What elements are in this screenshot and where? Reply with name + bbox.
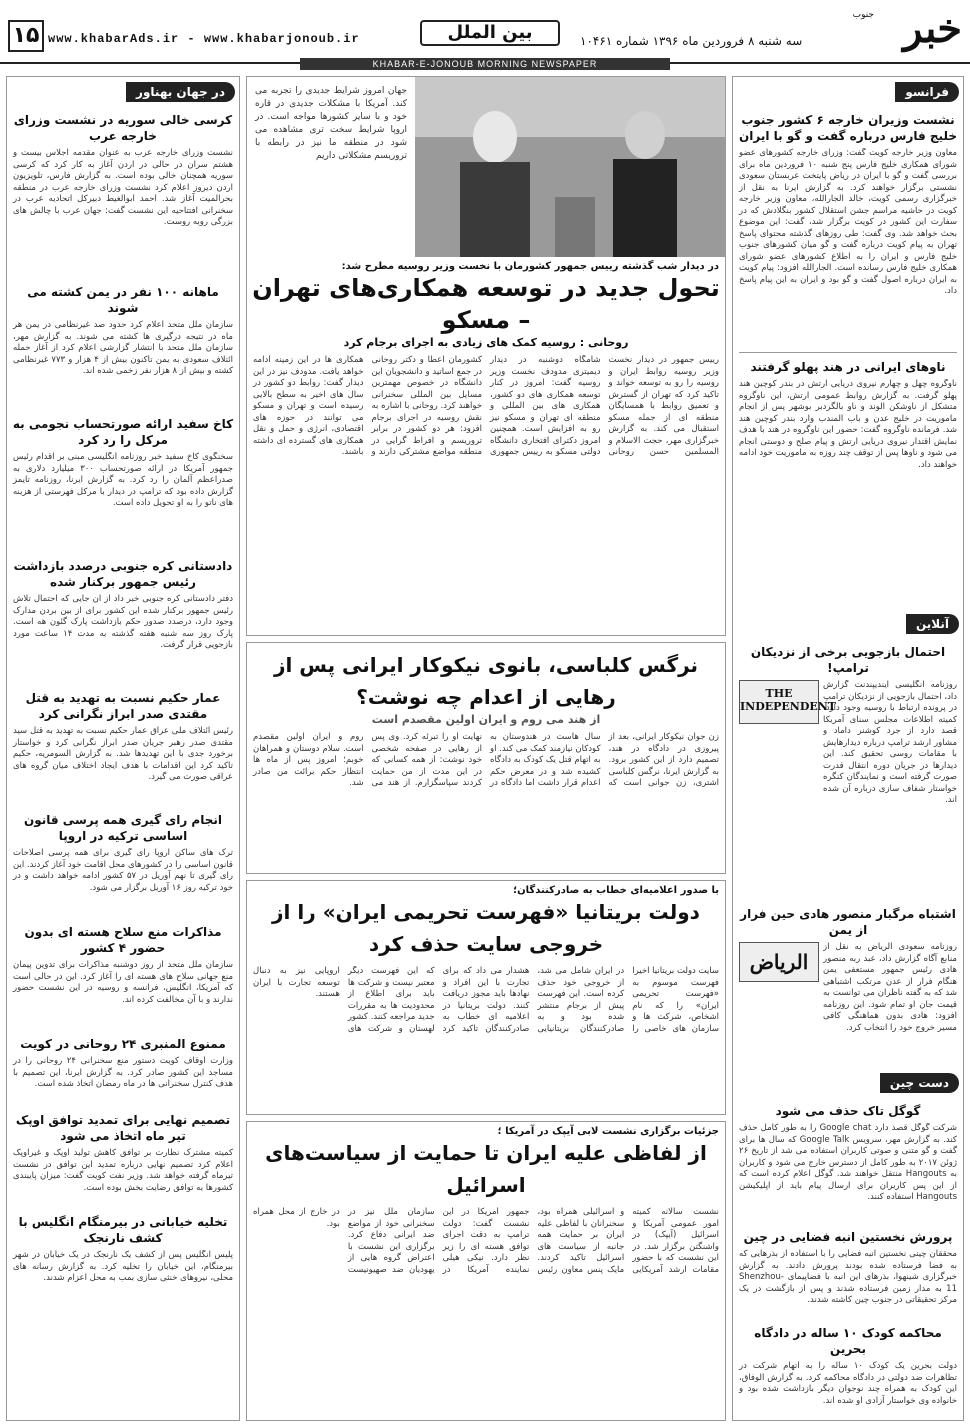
- photo-caption: جهان امروز شرایط جدیدی را تجربه می کند. آمریکا با مشکلات جدیدی در قاره خود و با سایر کشورها مواجه است. در اروپا شرایط سخت تری مشاهده می شود در منطقه ما نیز در رابطه با تروریسم مشکلاتی داریم: [255, 86, 407, 161]
- story-body: زن جوان نیکوکار ایرانی، بعد از پیروزی در دادگاه در هند، تصمیم دارد از این کشور برود. به گزارش ایرنا، نرگس کلباسی اشتری، زن جوانی است که سال هاست در هندوستان به کودکان نیازمند کمک می کند. او به اتهام قتل یک کودک به دادگاه کشیده شد و در معرض حکم اعدام قرار داشت اما دادگاه در نهایت او را تبرئه کرد. وی پس از رهایی در صفحه شخصی خود نوشت: از همه کسانی که در این مدت از من حمایت کردند سپاسگزارم. از هند می روم و ایران اولین مقصدم است. سلام دوستان و همراهان خوبم؛ امروز پس از ماه ها انتظار حکم برائت من صادر شد.: [253, 732, 719, 788]
- center-mid-story: [246, 642, 726, 874]
- story-body: شرکت گوگل قصد دارد Google chat را به طور کامل حذف کند. به گزارش مهر، سرویس Google Talk که سال ها برای گفت و گو متنی و صوتی کاربران استفاده می شد از تاریخ ۲۶ ژوئن ۲۰۱۷ به طور کامل از دسترس خارج می شود و کاربران به Hangouts منتقل خواهند شد. گوگل اعلام کرده است که از این پس کاربران برای ارسال پیام باید از اپلیکیشن Hangouts استفاده کنند.: [739, 1123, 958, 1202]
- section-label-dastchin: دست چین: [880, 1073, 959, 1093]
- story-headline: کاخ سفید ارائه صورتحساب نجومی به مرکل را رد کرد: [12, 417, 234, 447]
- story-headline: ماهانه ۱۰۰ نفر در یمن کشته می شوند: [27, 285, 219, 315]
- story-subhead: از هند می روم و ایران اولین مقصدم است: [371, 713, 601, 726]
- story-body: سخنگوی کاخ سفید خبر روزنامه انگلیسی مبنی بر اقدام رئیس جمهور آمریکا در ارائه صورتحساب ۳۰۰ میلیارد دلاری به صدراعظم آلمان را رد کرد. به گزارش ایرنا، روزنامه تایمز گزارش داده بود که ترامپ در دیدار با مرکل فهرستی از هزینه های ناتو را به او تحویل داده است.: [13, 452, 233, 508]
- story-body: معاون وزیر خارجه کویت گفت: وزرای خارجه کشورهای عضو شورای همکاری خلیج فارس پنج شنبه ۱۰ فروردین ماه برای بررسی گفت و گو با ایران در ریاض پایتخت عربستان سعودی نشستی برگزار خواهند کرد. به گزارش ایرنا به نقل از خبرگزاری رسمی کویت، خالد الجارالله، معاون وزیر خارجه کویت در حاشیه مراسم جشن استقلال کشور بنگلادش که در سفارت این کشور در کویت برگزار شد، گفت: این موضوع بحث خواهد شد. وی گفت: طی روزهای گذشته محتوای پاسخ تهران به پیام کویت درباره گفت و گو میان کشورهای جنوب خلیج فارس و ایران را به اطلاع کشورهای عضو شورای همکاری خلیج فارس رسانده است. الجارالله افزود: پیام کویت به ایران درباره اصول گفت و گو بود و ایران به این پیام پاسخ داد.: [739, 148, 957, 296]
- section-label-faranso: فرانسو: [895, 82, 959, 102]
- story-headline: نشست وزیران خارجه ۶ کشور جنوب خلیج فارس درباره گفت و گو با ایران: [739, 113, 957, 143]
- story-headline: دادستانی کره جنوبی درصدد بازداشت رئیس جمهور برکنار شده: [13, 559, 233, 589]
- story-headline: نرگس کلباسی، بانوی نیکوکار ایرانی پس از رهایی از اعدام چه نوشت؟: [273, 653, 699, 709]
- story-body: سایت دولت بریتانیا اخیرا فهرست موسوم به «فهرست تحریمی ایران» را که نام اشخاص، شرکت ها و سازمان های خاصی را در ایران شامل می شد، از خروجی خود حذف کرده است. این فهرست پیش از برجام منتشر شده بود و به صادرکنندگان بریتانیایی هشدار می داد که برای تجارت با این افراد و نهادها باید مجوز دریافت کنند. دولت بریتانیا در اعلامیه ای خطاب به صادرکنندگان تاکید کرد که این فهرست دیگر معتبر نیست و شرکت ها باید برای اطلاع از محدودیت ها به مقررات جدید مراجعه کنند. کشور لهستان و شرکت های اروپایی نیز به دنبال توسعه تجارت با ایران هستند.: [253, 966, 719, 1034]
- center-lower-story: [246, 880, 726, 1115]
- meeting-photo: [415, 77, 725, 257]
- story-body: محققان چینی نخستین انبه فضایی را با استفاده از بذرهایی که به فضا فرستاده شده بودند پرورش دادند. به گزارش خبرگزاری شینهوا، بذرهای این انبه با فضاپیمای Shenzhou-11 به مدار زمین فرستاده شدند و پس از بازگشت در یک مرکز تحقیقاتی در جنوب چین کاشته شدند.: [739, 1249, 957, 1305]
- story-body: ناوگروه چهل و چهارم نیروی دریایی ارتش در بندر کوچین هند پهلو گرفت. به گزارش روابط عمومی ارتش، این ناوگروه متشکل از ناوشکن الوند و ناو بالگردبر بوشهر پس از انجام ماموریت در خلیج عدن و باب المندب وارد بندر کوچین هند شد. فرمانده ناوگروه گفت: حضور این ناوگروه در هند با هدف نمایش اقتدار نیروی دریایی ارتش و پیام صلح و دوستی انجام می شود و ناوها پس از توقف چند روزه به ماموریت خود ادامه خواهند داد.: [739, 379, 957, 470]
- story-headline: انجام رای گیری همه پرسی قانون اساسی ترکیه در اروپا: [23, 813, 222, 843]
- left-column: [6, 76, 240, 1421]
- story-body: کمیته مشترک نظارت بر توافق کاهش تولید اوپک و غیراوپک اعلام کرد تصمیم نهایی درباره تمدید این توافق در نشست تیرماه گرفته خواهد شد. وزیر نفت کویت گفت: میزان پایبندی کشورها به توافق رضایت بخش بوده است.: [13, 1148, 233, 1193]
- story-kicker: جزئیات برگزاری نشست لابی آیپک در آمریکا ؛: [497, 1126, 719, 1137]
- story-body: نشست سالانه کمیته امور عمومی آمریکا و اسرائیل (آیپک) در واشنگتن برگزار شد. در این نشست که با حضور مقامات ارشد آمریکایی و اسرائیلی همراه بود، سخنرانان با لفاظی علیه ایران بر حمایت همه جانبه از سیاست های اسرائیل تاکید کردند. مایک پنس معاون رئیس جمهور آمریکا در این نشست گفت: دولت ترامپ به دقت اجرای توافق هسته ای را زیر نظر دارد. نیکی هیلی نماینده آمریکا در سازمان ملل نیز در سخنرانی خود از مواضع ضد ایرانی دفاع کرد. برگزاری این نشست با اعتراض گروه هایی از یهودیان ضد صهیونیست در خارج از محل همراه بود.: [253, 1207, 719, 1275]
- story-headline: تصمیم نهایی برای تمدید توافق اوپک تیر ماه اتخاذ می شود: [15, 1113, 231, 1143]
- main-subhead: روحانی : روسیه کمک های زیادی به اجرای برجام کرد: [343, 336, 629, 349]
- story-headline: پرورش نخستین انبه فضایی در چین: [743, 1230, 953, 1244]
- story-headline: گوگل تاک حذف می شود: [775, 1104, 921, 1118]
- story-body: رئیس ائتلاف ملی عراق عمار حکیم نسبت به تهدید به قتل سید مقتدی صدر رهبر جریان صدر ابراز نگرانی کرد و خواستار برخورد جدی با این تهدیدها شد. به گزارش السومریه، حکیم تاکید کرد این اقدامات با هدف ایجاد اختلاف میان گروه های عراقی صورت می گیرد.: [13, 726, 233, 782]
- story-body: ترک های ساکن اروپا رای گیری برای همه پرسی اصلاحات قانون اساسی را در کشورهای محل اقامت خود آغاز کردند. این رای گیری تا نهم آوریل در ۵۷ کشور ادامه خواهد داشت و در خود ترکیه روز ۱۶ آوریل برگزار می شود.: [13, 848, 233, 893]
- alriyadh-logo: الریاض: [739, 942, 819, 982]
- dateline: سه شنبه ۸ فروردین ماه ۱۳۹۶ شماره ۱۰۴۶۱: [580, 34, 803, 48]
- english-strip: KHABAR-E-JONOUB MORNING NEWSPAPER: [300, 58, 670, 70]
- meeting-photo-graphic: [415, 77, 725, 257]
- center-bottom-story: [246, 1121, 726, 1421]
- newspaper-logo: خبر: [903, 5, 962, 52]
- main-story-body: رییس جمهور در دیدار نخست وزیر روسیه روابط ایران و روسیه را رو به توسعه خواند و تاکید کرد که تهران از گسترش و تعمیق روابط با همسایگان منطقه ای از جمله مسکو استقبال می کند. به گزارش خبرگزاری مهر، حجت الاسلام و المسلمین حسن روحانی شامگاه دوشنبه در دیدار دیمیتری مدودف نخست وزیر روسیه گفت: امروز در کنار توسعه همکاری های دو کشور، همکاری های بین المللی و منطقه ای تهران و مسکو نیز رو به افزایش است. همچنین امروز دکترای افتخاری دانشگاه دولتی مسکو به رییس جمهوری کشورمان اعطا و دکتر روحانی در جمع اساتید و دانشجویان این دانشگاه در خصوص مهمترین مسایل بین المللی سخنرانی خواهند کرد. روحانی با اشاره به نقش روسیه در اجرای برجام افزود: هر دو کشور در برابر تروریسم و افراط گرایی در منطقه مواضع مشترکی دارند و همکاری ها در این زمینه ادامه خواهد یافت. مدودف نیز در این دیدار گفت: روابط دو کشور در سال های اخیر به سطح بالایی رسیده است و تهران و مسکو می توانند در حوزه های اقتصادی، انرژی و حمل و نقل همکاری های گسترده ای داشته باشند.: [253, 355, 719, 457]
- center-top-story: [246, 76, 726, 636]
- story-headline: ناوهای ایرانی در هند پهلو گرفتند: [750, 360, 946, 374]
- story-body: پلیس انگلیس پس از کشف یک نارنجک در یک خیابان در شهر بیرمنگام، این خیابان را تخلیه کرد. به گزارش رسانه های محلی، نیروهای خنثی سازی بمب به محل اعزام شدند.: [13, 1250, 233, 1283]
- story-body: سازمان ملل متحد از روز دوشنبه مذاکرات برای تدوین پیمان منع جهانی سلاح های هسته ای را آغاز کرد. این در حالی است که آمریکا، انگلیس، فرانسه و روسیه در این نشست حضور ندارند و با آن مخالفت کرده اند.: [13, 960, 233, 1005]
- story-body: دفتر دادستانی کره جنوبی خبر داد از آن جایی که احتمال تلاش رئیس جمهور برکنار شده این کشور برای از بین بردن مدارک وجود دارد، درصدد صدور حکم بازداشت پارک گئون هه است. پارک روز سه شنبه هفته گذشته به مدت ۱۴ ساعت مورد بازجویی قرار گرفت.: [13, 594, 234, 650]
- story-body: سازمان ملل متحد اعلام کرد حدود صد غیرنظامی در یمن هر ماه در نتیجه درگیری ها کشته می شوند. به گزارش مهر، سازمان ملل متحد با انتشار گزارشی اعلام کرد از آغاز حمله ائتلاف سعودی به یمن تاکنون بیش از ۴ هزار و ۷۷۳ غیرنظامی کشته و بیش از ۸ هزار نفر زخمی شده اند.: [13, 320, 233, 376]
- independent-logo: THE INDEPENDENT: [739, 680, 819, 724]
- section-title: بین الملل: [420, 20, 560, 46]
- story-body: نشست وزرای خارجه عرب به عنوان مقدمه اجلاس بیست و هشتم سران در حالی در اردن آغاز به کار کرد که کرسی سوریه همچنان خالی بوده است. به گزارش فارس، تلویزیون اردن دیروز اعلام کرد نشست وزرای خارجه عرب در منطقه بحرالمیت آغاز شد. احمد ابوالغیط دبیرکل اتحادیه عرب در سخنرانی افتتاحیه این نشست گفت: جهان عرب با چالش های بزرگی روبه روست.: [13, 148, 233, 227]
- website-url[interactable]: www.khabarAds.ir - www.khabarjonoub.ir: [48, 32, 360, 46]
- story-headline: محاکمه کودک ۱۰ ساله در دادگاه بحرین: [754, 1326, 942, 1356]
- story-body: دولت بحرین یک کودک ۱۰ ساله را به اتهام شرکت در تظاهرات ضد دولتی در دادگاه محاکمه کرد. به گزارش الوفاق، این کودک به همراه چند نوجوان دیگر بازداشت شده بود و خانواده وی خواستار آزادی او شده اند.: [739, 1361, 957, 1406]
- story-body: روزنامه سعودی الریاض به نقل از منابع آگاه گزارش داد، عبد ربه منصور هادی رئیس جمهور مستعفی یمن هنگام فرار از عدن مرتکب اشتباهی شد که به گفته ناظران می توانست به قیمت جان او تمام شود. این روزنامه افزود: هادی بدون هماهنگی کافی مسیر خروج خود را انتخاب کرد.: [823, 942, 957, 1033]
- page-number: ۱۵: [8, 20, 44, 52]
- story-headline: از لفاظی علیه ایران تا حمایت از سیاست‌های اسرائیل: [265, 1141, 707, 1197]
- story-kicker: در دیدار شب گذشته رییس جمهور کشورمان با نخست وزیر روسیه مطرح شد:: [341, 261, 719, 272]
- story-headline: احتمال بازجویی برخی از نزدیکان ترامپ!: [750, 645, 946, 675]
- story-headline: دولت بریتانیا «فهرست تحریمی ایران» را از خروجی سایت حذف کرد: [272, 900, 700, 956]
- story-headline: اشتباه مرگبار منصور هادی حین فرار از یمن: [740, 907, 956, 937]
- story-body: وزارت اوقاف کویت دستور منع سخنرانی ۲۴ روحانی را در مساجد این کشور صادر کرد. به گزارش ایرنا، این تصمیم با هدف کنترل سخنرانی ها در ماه رمضان اتخاذ شده است.: [13, 1056, 233, 1089]
- section-label-online: آنلاین: [906, 614, 959, 634]
- logo-subtitle: جنوب: [852, 10, 874, 20]
- divider: [739, 352, 957, 353]
- section-label-world: در جهان بهناور: [126, 82, 235, 102]
- masthead: [0, 0, 970, 69]
- story-headline: تخلیه خیابانی در بیرمنگام انگلیس با کشف نارنجک: [18, 1215, 228, 1245]
- story-headline: عمار حکیم نسبت به تهدید به قتل مقتدی صدر ابراز نگرانی کرد: [25, 691, 221, 721]
- story-headline: مذاکرات منع سلاح هسته ای بدون حضور ۴ کشور: [24, 925, 222, 955]
- story-headline: کرسی خالی سوریه در نشست وزرای خارجه عرب: [13, 113, 233, 143]
- story-headline: ممنوع المنبری ۲۴ روحانی در کویت: [20, 1037, 226, 1051]
- main-headline: تحول جدید در توسعه همکاری‌های تهران – مسکو: [252, 274, 720, 334]
- story-kicker: با صدور اعلامیه‌ای خطاب به صادرکنندگان؛: [513, 885, 719, 896]
- story-body: روزنامه انگلیسی ایندیپندنت گزارش داد، احتمال بازجویی از نزدیکان ترامپ در پرونده ارتباط با روسیه وجود دارد. کمیته اطلاعات مجلس سنای آمریکا قصد دارد از جرد کوشنر داماد و مشاور ارشد ترامپ درباره دیدارهایش با مقامات روسی تحقیق کند. این دیدارها در جریان دوره انتقال قدرت صورت گرفته است و نمایندگان کنگره خواستار شفاف سازی درباره آن شده اند.: [823, 680, 957, 805]
- right-column: [732, 76, 964, 1421]
